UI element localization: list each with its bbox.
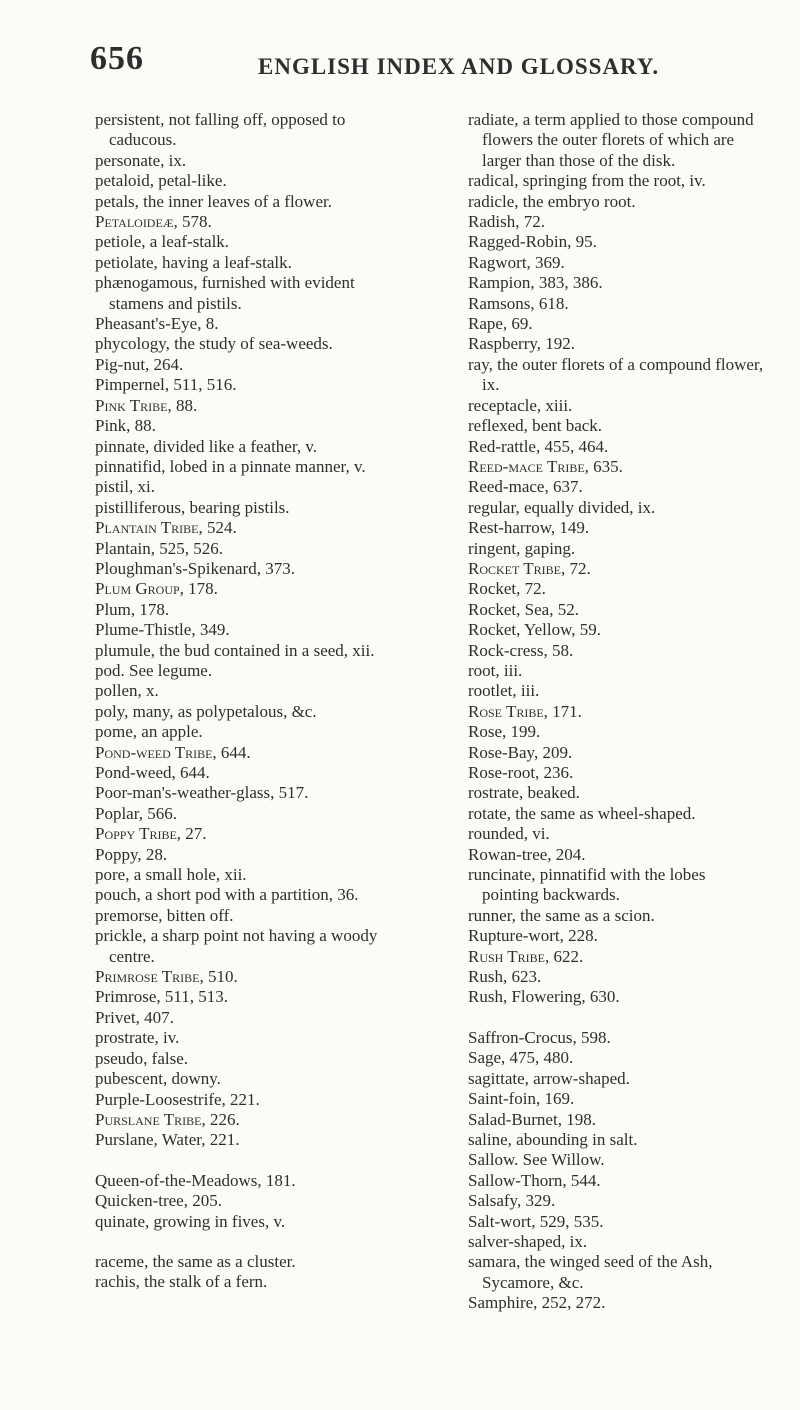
- index-entry: phycology, the study of sea-weeds.: [95, 334, 333, 354]
- index-entry: petals, the inner leaves of a flower.: [95, 191, 332, 211]
- index-entry: reflexed, bent back.: [468, 416, 603, 436]
- index-entry: rostrate, beaked.: [468, 783, 580, 803]
- index-entry: Ragwort, 369.: [468, 252, 565, 272]
- index-entry: Plantain, 525, 526.: [95, 538, 223, 558]
- index-entry: persistent, not falling off, opposed to caducous.: [95, 110, 346, 150]
- index-entry: Purslane, Water, 221.: [95, 1130, 240, 1150]
- index-entry: Plum, 178.: [95, 599, 170, 619]
- index-entry: pome, an apple.: [95, 722, 203, 742]
- index-entry: Plantain Tribe, 524.: [95, 518, 237, 538]
- index-entry: Rose, 199.: [468, 722, 541, 742]
- page-number: 656: [90, 40, 144, 77]
- index-entry: radicle, the embryo root.: [468, 191, 636, 211]
- index-entry: pinnate, divided like a feather, v.: [95, 436, 317, 456]
- index-entry: ringent, gaping.: [468, 538, 576, 558]
- left-column: [95, 110, 395, 1293]
- index-entry: Salsafy, 329.: [468, 1191, 556, 1211]
- index-entry: poly, many, as polypetalous, &c.: [95, 701, 317, 721]
- index-entry: Rape, 69.: [468, 314, 533, 334]
- index-entry: Pond-weed, 644.: [95, 763, 210, 782]
- index-entry: Reed-mace, 637.: [468, 477, 583, 497]
- index-entry: Sallow. See Willow.: [468, 1150, 605, 1170]
- index-entry: Rose Tribe, 171.: [468, 701, 582, 721]
- index-entry: personate, ix.: [95, 150, 187, 170]
- index-entry: pouch, a short pod with a partition, 36.: [95, 885, 359, 905]
- index-entry: Privet, 407.: [95, 1007, 174, 1027]
- index-entry: Poor-man's-weather-glass, 517.: [95, 783, 309, 803]
- index-entry: radical, springing from the root, iv.: [468, 171, 706, 191]
- index-entry: prickle, a sharp point not having a woody centre.: [95, 926, 378, 966]
- right-column: [468, 110, 764, 1314]
- index-entry: Rocket, 72.: [468, 579, 546, 599]
- index-entry: prostrate, iv.: [95, 1028, 180, 1048]
- index-entry: Poppy, 28.: [95, 844, 168, 864]
- index-entry: Red-rattle, 455, 464.: [468, 436, 609, 456]
- index-entry: pistilliferous, bearing pistils.: [95, 497, 290, 517]
- index-entry: rootlet, iii.: [468, 681, 540, 701]
- index-entry: regular, equally divided, ix.: [468, 497, 656, 517]
- index-entry: pinnatifid, lobed in a pinnate manner, v.: [95, 456, 366, 476]
- index-entry: Rocket Tribe, 72.: [468, 558, 591, 578]
- index-entry: ray, the outer florets of a compound flower, ix.: [468, 354, 764, 395]
- index-entry: Rose-Bay, 209.: [468, 742, 573, 762]
- index-entry: Plum Group, 178.: [95, 579, 218, 599]
- index-entry: petaloid, petal-like.: [95, 171, 227, 191]
- index-entry: Pink, 88.: [95, 416, 156, 436]
- index-entry: Pheasant's-Eye, 8.: [95, 314, 219, 334]
- index-entry: Rush, 623.: [468, 967, 542, 987]
- index-entry: Reed-mace Tribe, 635.: [468, 456, 623, 476]
- index-entry: Rock-cress, 58.: [468, 640, 574, 660]
- running-head: ENGLISH INDEX AND GLOSSARY.: [258, 54, 660, 79]
- index-entry: samara, the winged seed of the Ash, Sycamore, &c.: [468, 1252, 713, 1292]
- index-entry: Quicken-tree, 205.: [95, 1191, 222, 1211]
- index-entry: receptacle, xiii.: [468, 395, 573, 415]
- index-entry: Salt-wort, 529, 535.: [468, 1211, 604, 1231]
- index-entry: Pimpernel, 511, 516.: [95, 375, 237, 395]
- index-entry: Purple-Loosestrife, 221.: [95, 1089, 260, 1109]
- index-entry: root, iii.: [468, 660, 523, 680]
- index-entry: Pond-weed Tribe, 644.: [95, 742, 251, 762]
- index-entry: Sallow-Thorn, 544.: [468, 1170, 601, 1190]
- index-entry: Petaloideæ, 578.: [95, 212, 212, 232]
- index-entry: rachis, the stalk of a fern.: [95, 1272, 268, 1292]
- index-entry: Saffron-Crocus, 598.: [468, 1027, 611, 1047]
- index-entry: rounded, vi.: [468, 824, 550, 844]
- index-entry: Poplar, 566.: [95, 803, 177, 823]
- index-entry: Raspberry, 192.: [468, 334, 576, 354]
- index-entry: saline, abounding in salt.: [468, 1129, 638, 1149]
- index-entry: Poppy Tribe, 27.: [95, 824, 207, 844]
- index-entry: pistil, xi.: [95, 477, 155, 497]
- index-entry: Ploughman's-Spikenard, 373.: [95, 558, 295, 578]
- index-entry: Ramsons, 618.: [468, 293, 569, 313]
- index-entry: Salad-Burnet, 198.: [468, 1109, 596, 1129]
- index-entry: Rocket, Sea, 52.: [468, 599, 579, 619]
- index-entry: salver-shaped, ix.: [468, 1231, 588, 1251]
- index-entry: Samphire, 252, 272.: [468, 1293, 606, 1313]
- index-entry: pod. See legume.: [95, 660, 213, 680]
- index-entry: Rampion, 383, 386.: [468, 273, 603, 293]
- index-entry: petiole, a leaf-stalk.: [95, 232, 230, 252]
- index-entry: rotate, the same as wheel-shaped.: [468, 803, 696, 823]
- index-entry: Queen-of-the-Meadows, 181.: [95, 1170, 296, 1190]
- index-entry: Rocket, Yellow, 59.: [468, 620, 602, 640]
- index-entry: radiate, a term applied to those compound flowers the outer florets of which are larger than those of the disk.: [468, 110, 754, 170]
- index-entry: Pink Tribe, 88.: [95, 395, 198, 415]
- index-entry: Rupture-wort, 228.: [468, 926, 598, 946]
- index-entry: Ragged-Robin, 95.: [468, 232, 597, 252]
- index-entry: phænogamous, furnished with evident stamens and pistils.: [95, 273, 355, 313]
- index-entry: Rush, Flowering, 630.: [468, 987, 620, 1007]
- index-entry: pore, a small hole, xii.: [95, 865, 247, 885]
- index-entry: Pig-nut, 264.: [95, 354, 184, 374]
- index-entry: Sage, 475, 480.: [468, 1048, 574, 1068]
- index-entry: petiolate, having a leaf-stalk.: [95, 252, 292, 272]
- index-entry: Primrose Tribe, 510.: [95, 967, 238, 987]
- index-entry: runner, the same as a scion.: [468, 905, 655, 925]
- index-entry: Purslane Tribe, 226.: [95, 1109, 240, 1129]
- index-entry: pubescent, downy.: [95, 1069, 221, 1089]
- index-entry: pseudo, false.: [95, 1048, 189, 1068]
- index-entry: Rush Tribe, 622.: [468, 946, 584, 966]
- index-entry: plumule, the bud contained in a seed, xii.: [95, 640, 375, 660]
- index-entry: Rowan-tree, 204.: [468, 844, 586, 864]
- index-entry: pollen, x.: [95, 681, 159, 701]
- index-entry: quinate, growing in fives, v.: [95, 1211, 286, 1231]
- index-entry: Plume-Thistle, 349.: [95, 620, 230, 640]
- index-entry: Rose-root, 236.: [468, 763, 574, 782]
- index-entry: Rest-harrow, 149.: [468, 518, 590, 538]
- index-entry: raceme, the same as a cluster.: [95, 1251, 296, 1271]
- index-entry: sagittate, arrow-shaped.: [468, 1068, 630, 1088]
- index-entry: runcinate, pinnatifid with the lobes pointing backwards.: [468, 865, 706, 905]
- index-entry: Radish, 72.: [468, 212, 545, 232]
- index-entry: premorse, bitten off.: [95, 905, 234, 925]
- index-entry: Primrose, 511, 513.: [95, 987, 229, 1007]
- index-entry: Saint-foin, 169.: [468, 1089, 575, 1109]
